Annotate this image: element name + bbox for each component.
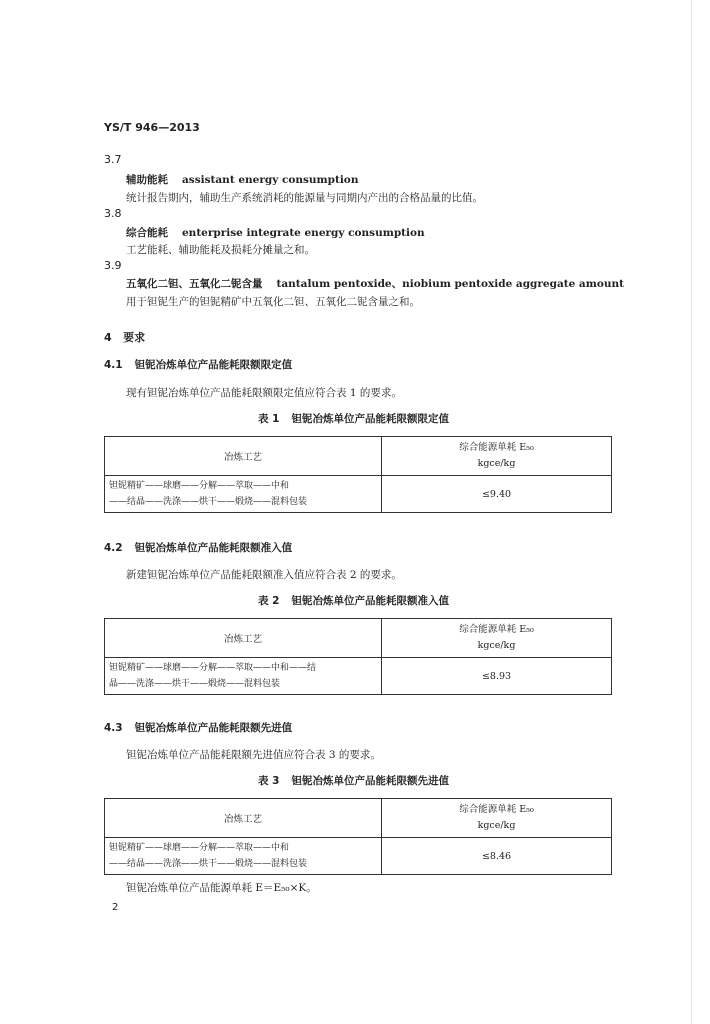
subsection-number: 4.3 (104, 722, 123, 734)
term-zh: 综合能耗 (126, 227, 168, 239)
table-caption-number: 表 1 (258, 413, 280, 425)
paragraph: 新建钽铌冶炼单位产品能耗限额准入值应符合表 2 的要求。 (126, 569, 402, 581)
scan-edge-line (691, 0, 692, 1024)
term-title (126, 172, 358, 187)
term-definition: 用于钽铌生产的钽铌精矿中五氧化二钽、五氧化二铌含量之和。 (126, 296, 420, 308)
term-en: tantalum pentoxide、niobium pentoxide aggregate amount (276, 278, 624, 290)
table-caption (258, 773, 449, 788)
table-2 (104, 618, 612, 695)
table-header-process: 冶炼工艺 (105, 437, 382, 476)
table-caption-title: 钽铌冶炼单位产品能耗限额先进值 (291, 775, 449, 787)
paragraph: 现有钽铌冶炼单位产品能耗限额限定值应符合表 1 的要求。 (126, 387, 402, 399)
subsection-heading (104, 720, 292, 735)
section-heading (104, 329, 145, 345)
page-number: 2 (112, 902, 119, 913)
term-en: assistant energy consumption (182, 174, 359, 186)
process-line: 钽铌精矿——球磨——分解——萃取——中和 (109, 843, 290, 853)
table-header-process: 冶炼工艺 (105, 619, 382, 658)
table-header-energy-label: 综合能源单耗 E₅₀ (459, 624, 534, 635)
table-header-energy (382, 437, 612, 476)
standard-number: YS/T 946—2013 (104, 121, 200, 134)
term-en: enterprise integrate energy consumption (182, 227, 425, 239)
table-header-energy (382, 799, 612, 838)
table-cell-value: ≤9.40 (382, 476, 612, 513)
clause-number: 3.7 (104, 153, 122, 166)
term-definition: 工艺能耗、辅助能耗及损耗分摊量之和。 (126, 244, 315, 256)
table-1 (104, 436, 612, 513)
section-number: 4 (104, 331, 112, 344)
term-title (126, 225, 425, 240)
table-caption-title: 钽铌冶炼单位产品能耗限额限定值 (291, 413, 449, 425)
term-title (126, 276, 624, 291)
clause-number: 3.9 (104, 259, 122, 272)
subsection-title: 钽铌冶炼单位产品能耗限额先进值 (134, 722, 293, 734)
table-header-energy-unit: kgce/kg (477, 640, 516, 651)
formula-note: 钽铌冶炼单位产品能源单耗 E＝E₅₀×K。 (126, 882, 317, 894)
table-cell-value: ≤8.46 (382, 838, 612, 875)
table-header-energy-unit: kgce/kg (477, 820, 516, 831)
subsection-heading (104, 357, 292, 372)
term-zh: 五氧化二钽、五氧化二铌含量 (126, 278, 263, 290)
table-header-energy-label: 综合能源单耗 E₅₀ (459, 442, 534, 453)
table-caption (258, 593, 449, 608)
process-line: ——结晶——洗涤——烘干——煅烧——混料包装 (109, 497, 308, 507)
table-3 (104, 798, 612, 875)
clause-number: 3.8 (104, 207, 122, 220)
table-header-energy-label: 综合能源单耗 E₅₀ (459, 804, 534, 815)
term-definition: 统计报告期内，辅助生产系统消耗的能源量与同期内产出的合格品量的比值。 (126, 192, 483, 204)
subsection-number: 4.1 (104, 359, 123, 371)
subsection-heading (104, 540, 292, 555)
table-caption (258, 411, 449, 426)
subsection-number: 4.2 (104, 542, 123, 554)
table-cell-process (105, 658, 382, 695)
process-line: 钽铌精矿——球磨——分解——萃取——中和——结 (109, 663, 317, 673)
subsection-title: 钽铌冶炼单位产品能耗限额准入值 (134, 542, 293, 554)
table-header-energy (382, 619, 612, 658)
term-zh: 辅助能耗 (126, 174, 168, 186)
table-cell-process (105, 838, 382, 875)
subsection-title: 钽铌冶炼单位产品能耗限额限定值 (134, 359, 293, 371)
table-caption-number: 表 3 (258, 775, 280, 787)
process-line: 钽铌精矿——球磨——分解——萃取——中和 (109, 481, 290, 491)
table-cell-value: ≤8.93 (382, 658, 612, 695)
table-caption-title: 钽铌冶炼单位产品能耗限额准入值 (291, 595, 449, 607)
table-cell-process (105, 476, 382, 513)
process-line: ——结晶——洗涤——烘干——煅烧——混料包装 (109, 859, 308, 869)
section-title: 要求 (123, 331, 146, 344)
table-caption-number: 表 2 (258, 595, 280, 607)
table-header-energy-unit: kgce/kg (477, 458, 516, 469)
table-header-process: 冶炼工艺 (105, 799, 382, 838)
paragraph: 钽铌冶炼单位产品能耗限额先进值应符合表 3 的要求。 (126, 749, 381, 761)
process-line: 晶——洗涤——烘干——煅烧——混料包装 (109, 679, 281, 689)
